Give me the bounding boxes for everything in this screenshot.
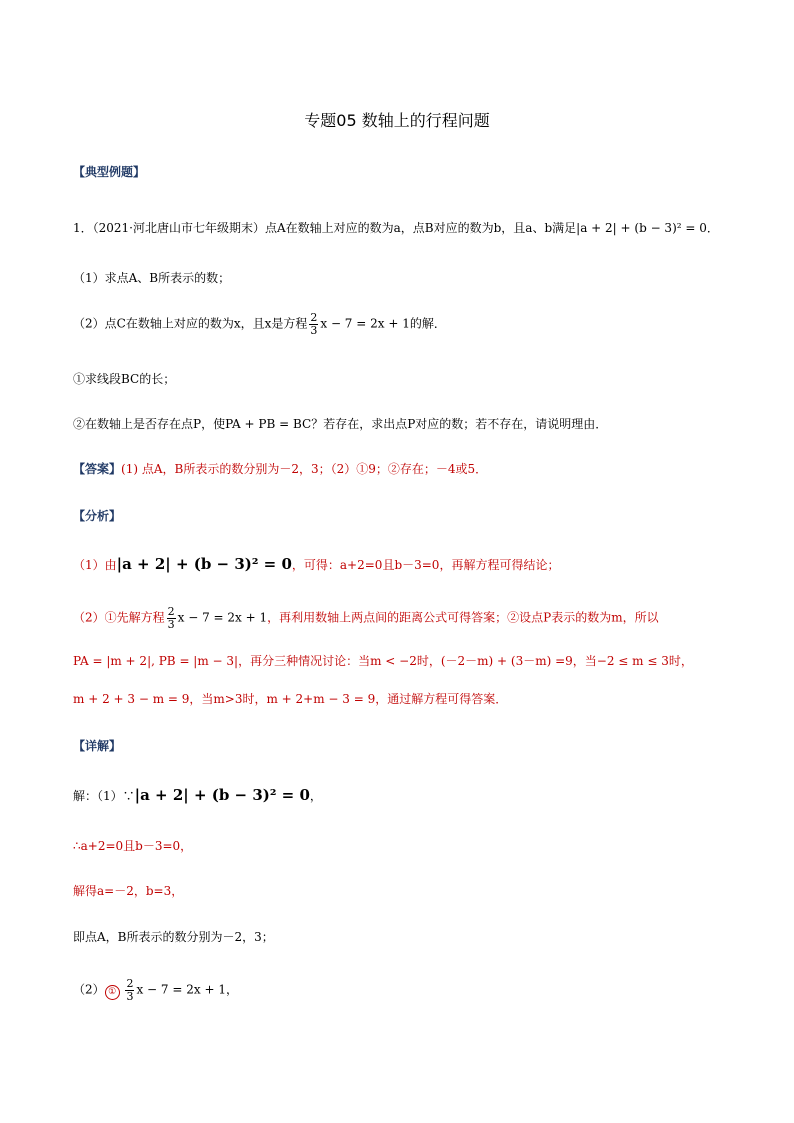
question-1-part-1: （1）求点A、B所表示的数； <box>73 271 231 285</box>
answer-text: (1) 点A，B所表示的数分别为－2，3；（2） <box>121 462 357 476</box>
analysis-label: 【分析】 <box>73 509 122 523</box>
analysis-line-4: m + 2 + 3 − m = 9，当m>3时，m + 2+m − 3 = 9，通过解方程可得答案． <box>73 692 508 706</box>
analysis-line-3: PA = |m + 2|, PB = |m − 3|，再分三种情况讨论：当m < −2时，(－2－m) + (3－m) =9，当−2 ≤ m ≤ 3时， <box>73 654 693 668</box>
answer-circle-2: ② <box>387 462 400 476</box>
answer-line <box>73 463 487 475</box>
answer-circle-1: ① <box>356 462 369 476</box>
question-1-part-2 <box>73 312 446 336</box>
analysis-equation-1: |a + 2| + (b − 3)² = 0 <box>116 555 292 573</box>
section-typical-examples: 【典型例题】 <box>73 165 146 179</box>
part-2-equation: x − 7 = 2x + 1的解． <box>320 316 446 331</box>
detail-label: 【详解】 <box>73 739 122 753</box>
analysis-line-2: （2）①先解方程 $\frac{2}{3}$ x − 7 = 2x + 1，再利用数轴上两点间的距离公式可得答案；②设点P表示的数为m，所以 <box>73 605 659 631</box>
detail-line-1: 解：（1）∵|a + 2| + (b − 3)² = 0， <box>73 786 322 804</box>
answer-end: 存在；－4或5． <box>399 462 488 476</box>
question-1-sub-1: ①求线段BC的长； <box>73 372 176 386</box>
detail-equation-1: |a + 2| + (b − 3)² = 0 <box>134 786 310 804</box>
answer-mid: 9； <box>368 462 388 476</box>
circle-number-1: ① <box>105 985 120 1000</box>
detail-line-4: 即点A，B所表示的数分别为－2，3； <box>73 930 274 944</box>
detail-line-5: （2） ① $\frac{2}{3}$ x − 7 = 2x + 1， <box>73 977 238 1003</box>
part-2-prefix: （2）点C在数轴上对应的数为x，且x是方程 <box>73 316 308 331</box>
analysis-line-1: （1）由|a + 2| + (b − 3)² = 0，可得：a+2=0且b－3=0，再解方程可得结论； <box>73 555 560 573</box>
answer-label: 【答案】 <box>73 462 122 476</box>
fraction: $\frac{2}{3}$ <box>167 605 175 631</box>
question-1: 1．（2021·河北唐山市七年级期末）点A在数轴上对应的数为a，点B对应的数为b，且a、b满足|a + 2| + (b − 3)² = 0． <box>73 221 719 235</box>
question-1-sub-2: ②在数轴上是否存在点P，使PA + PB = BC？若存在，求出点P对应的数；若不存在，请说明理由． <box>73 417 608 431</box>
detail-line-2: ∴a+2=0且b－3=0， <box>73 839 193 853</box>
fraction: $\frac{2}{3}$ <box>126 977 134 1003</box>
detail-line-3: 解得a=－2，b=3， <box>73 884 184 898</box>
page-title: 专题05 数轴上的行程问题 <box>304 111 490 130</box>
fraction: $\frac{2}{3}$ <box>310 311 318 337</box>
